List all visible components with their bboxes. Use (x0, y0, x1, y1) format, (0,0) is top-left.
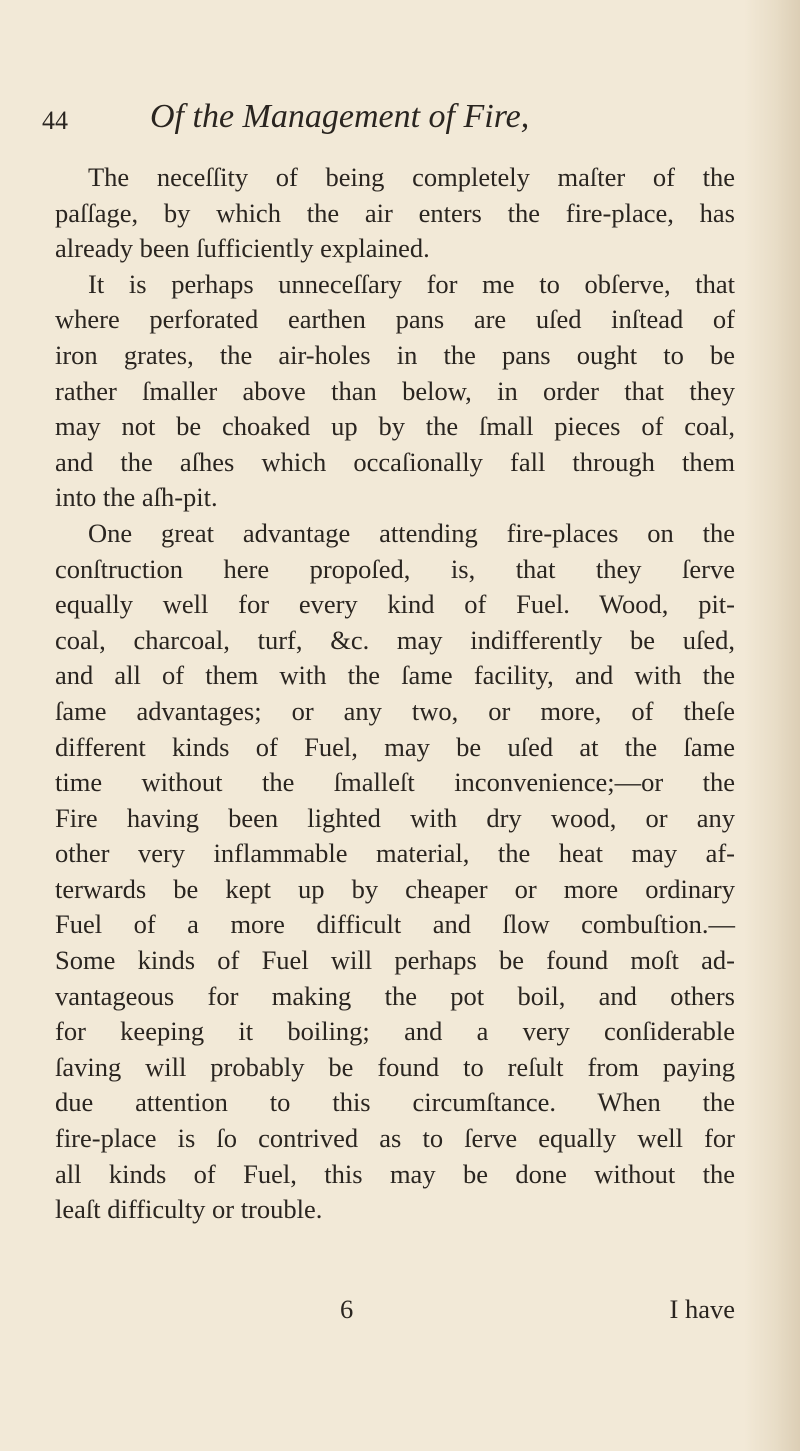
text-line: into the aſh-pit. (55, 482, 218, 513)
text-line: where perforated earthen pans are uſed inſtead of (55, 304, 735, 335)
page-header (42, 98, 762, 148)
catchword: I have (669, 1294, 735, 1324)
signature-mark: 6 (340, 1294, 354, 1324)
text-line: ſame advantages; or any two, or more, of theſe (55, 695, 735, 726)
text-line: other very inflammable material, the heat may af- (55, 838, 735, 869)
text-line: rather ſmaller above than below, in order that they (55, 375, 735, 406)
text-line: The neceſſity of being completely maſter of the (88, 162, 735, 192)
running-head: Of the Management of Fire, (150, 98, 530, 135)
text-line: ſaving will probably be found to reſult from paying (55, 1051, 735, 1082)
text-line: all kinds of Fuel, this may be done without the (55, 1158, 735, 1189)
text-line: may not be choaked up by the ſmall pieces of coal, (55, 411, 735, 442)
text-line: terwards be kept up by cheaper or more ordinary (55, 873, 735, 904)
text-line: Some kinds of Fuel will perhaps be found moſt ad- (55, 945, 735, 976)
text-line: Fire having been lighted with dry wood, or any (55, 802, 735, 833)
text-line: equally well for every kind of Fuel. Wood, pit- (55, 589, 735, 620)
text-line: iron grates, the air-holes in the pans ought to be (55, 339, 735, 370)
text-line: different kinds of Fuel, may be uſed at the ſame (55, 731, 735, 762)
text-line: fire-place is ſo contrived as to ſerve equally well for (55, 1123, 735, 1154)
text-line: paſſage, by which the air enters the fire-place, has (55, 197, 735, 228)
text-line: and the aſhes which occaſionally fall through them (55, 446, 735, 477)
text-line: coal, charcoal, turf, &c. may indifferently be uſed, (55, 624, 735, 655)
text-line: It is perhaps unneceſſary for me to obſerve, that (88, 268, 735, 299)
body-text (55, 160, 735, 1228)
text-line: due attention to this circumſtance. When the (55, 1087, 735, 1118)
text-line: leaſt difficulty or trouble. (55, 1194, 323, 1225)
text-line: One great advantage attending fire-places on the (88, 517, 735, 548)
text-line: already been ſufficiently explained. (55, 233, 430, 264)
text-line: and all of them with the ſame facility, and with the (55, 660, 735, 691)
page-footer (55, 1294, 735, 1330)
text-line: for keeping it boiling; and a very conſiderable (55, 1016, 735, 1047)
page-number: 44 (42, 106, 68, 135)
text-line: vantageous for making the pot boil, and others (55, 980, 735, 1011)
text-line: time without the ſmalleſt inconvenience;—or the (55, 767, 735, 798)
text-line: Fuel of a more difficult and ſlow combuſtion.— (55, 909, 735, 940)
text-line: conſtruction here propoſed, is, that they ſerve (55, 553, 735, 584)
